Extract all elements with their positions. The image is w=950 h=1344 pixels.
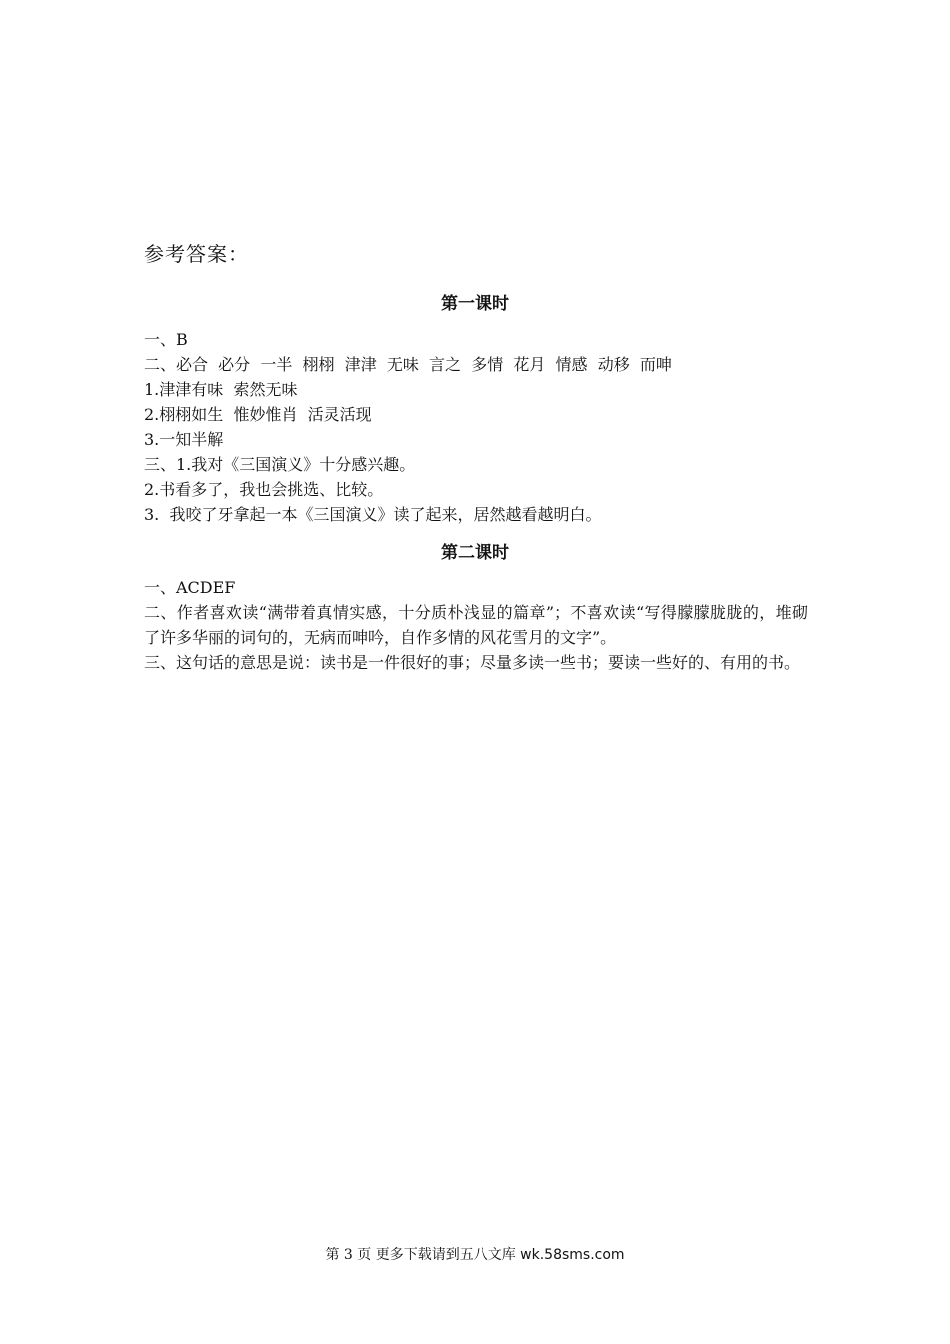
lesson-2-title: 第二课时: [441, 543, 509, 563]
answer-paragraph: 三、这句话的意思是说：读书是一件很好的事；尽量多读一些书；要读一些好的、有用的书。: [144, 653, 801, 672]
lesson-1-title: 第一课时: [441, 294, 509, 314]
footer-text: 第 3 页 更多下载请到五八文库: [325, 1247, 521, 1263]
page-footer: [0, 1244, 950, 1264]
answer-line: 3.一知半解: [144, 430, 224, 449]
answer-line: 2.书看多了，我也会挑选、比较。: [144, 480, 384, 499]
lesson-1-answers: [144, 327, 808, 527]
answer-line: 三、1.我对《三国演义》十分感兴趣。: [144, 455, 416, 474]
answer-line: 一、ACDEF: [144, 578, 236, 597]
answer-line: 二、必合 必分 一半 栩栩 津津 无味 言之 多情 花月 情感 动移 而呻: [144, 355, 672, 374]
answer-line: 3. 我咬了牙拿起一本《三国演义》读了起来，居然越看越明白。: [144, 505, 602, 524]
answer-line: 一、B: [144, 330, 188, 349]
lesson-2-answers: [144, 575, 808, 683]
answer-line: 1.津津有味 索然无味: [144, 380, 298, 399]
answer-paragraph: 二、作者喜欢读“满带着真情实感，十分质朴浅显的篇章”；不喜欢读“写得朦朦胧胧的，堆砌了许多华丽的词句的，无病而呻吟，自作多情的风花雪月的文字”。: [144, 603, 808, 647]
footer-url: wk.58sms.com: [520, 1247, 625, 1263]
answer-line: 2.栩栩如生 惟妙惟肖 活灵活现: [144, 405, 372, 424]
answer-heading: 参考答案：: [144, 242, 249, 266]
